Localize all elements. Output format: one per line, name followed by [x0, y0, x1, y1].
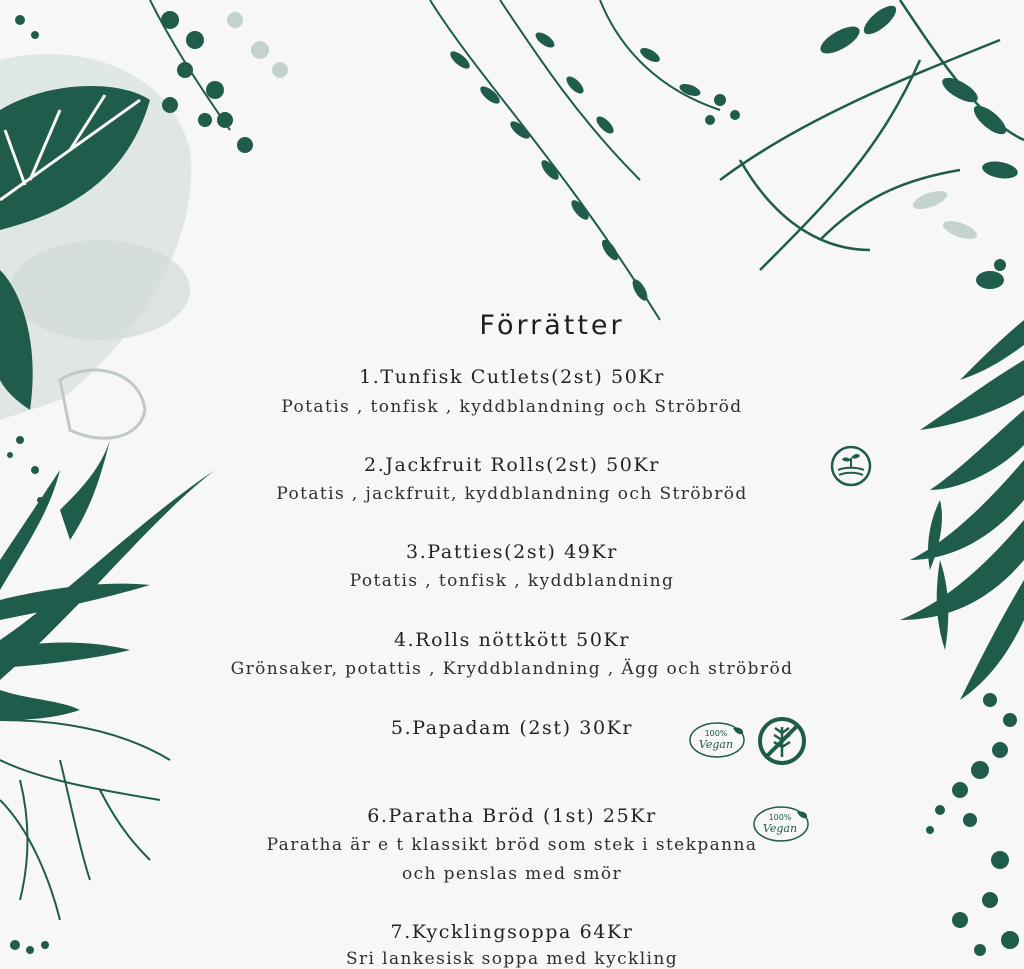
menu-item-description: Paratha är e t klassikt bröd som stek i stekpanna [266, 835, 758, 855]
menu-item-description: Sri lankesisk soppa med kyckling [345, 949, 679, 969]
menu-item-description: Potatis , tonfisk , kyddblandning och Ströbröd [281, 397, 743, 417]
menu-item-name: 7.Kycklingsoppa 64Kr [390, 921, 634, 943]
vegan-percent-text: 100% [704, 729, 728, 738]
plant-based-icon [829, 444, 873, 488]
menu-item-description: Potatis , jackfruit, kyddblandning och Ströbröd [276, 484, 748, 504]
vegan-label-text: Vegan [698, 738, 734, 751]
menu-item-name: 4.Rolls nöttkött 50Kr [393, 629, 631, 651]
menu-item-description: och penslas med smör [401, 864, 623, 884]
menu-item-description: Potatis , tonfisk , kyddblandning [349, 571, 675, 591]
menu-item-description: Grönsaker, potattis , Kryddblandning , Ägg och ströbröd [230, 659, 794, 679]
gluten-free-icon [756, 715, 808, 767]
vegan-badge-icon [688, 720, 746, 760]
vegan-label-text: Vegan [762, 822, 798, 835]
menu-item-name: 2.Jackfruit Rolls(2st) 50Kr [364, 454, 660, 476]
menu-title: Förrätter [479, 310, 625, 341]
vegan-percent-text: 100% [768, 813, 792, 822]
menu-item-name: 3.Patties(2st) 49Kr [406, 541, 618, 563]
menu-item-name: 1.Tunfisk Cutlets(2st) 50Kr [359, 366, 665, 388]
vegan-badge-icon [752, 804, 810, 844]
menu-item-name: 6.Paratha Bröd (1st) 25Kr [367, 805, 657, 827]
menu-item-name: 5.Papadam (2st) 30Kr [390, 717, 634, 739]
